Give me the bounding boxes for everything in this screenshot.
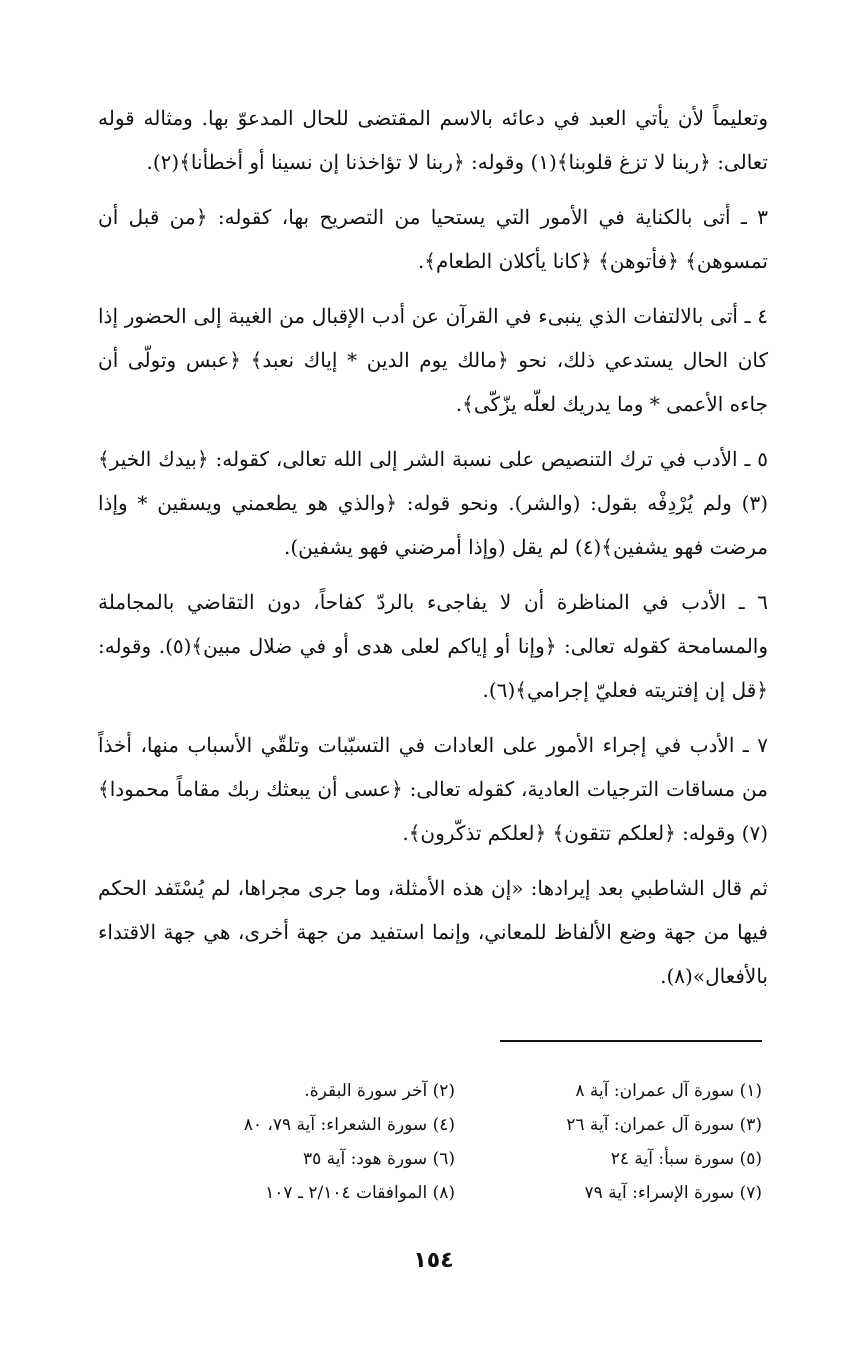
footnote-1: (١) سورة آل عمران: آية ٨ — [575, 1081, 762, 1101]
main-text — [98, 96, 768, 1009]
page-number: ١٥٤ — [413, 1248, 454, 1273]
paragraph-6: ٧ ـ الأدب في إجراء الأمور على العادات في التسبّبات وتلقّي الأسباب منها، أخذاً من مساقات الترجيات العادية، كقوله تعالى: ﴿عسى أن يبعثك ربك مقاماً محمودا﴾(٧) وقوله: ﴿لعلكم تتقون﴾ ﴿لعلكم تذكّرون﴾. — [98, 733, 768, 845]
footnote-4: (٤) سورة الشعراء: آية ٧٩، ٨٠ — [243, 1115, 455, 1135]
paragraph-3: ٤ ـ أتى بالالتفات الذي ينبىء في القرآن عن أدب الإقبال من الغيبة إلى الحضور إذا كان الحال يستدعي ذلك، نحو ﴿مالك يوم الدين * إياك نعبد﴾ ﴿عبس وتولّى أن جاءه الأعمى * وما يدريك لعلّه يزّكّى﴾. — [98, 304, 768, 416]
paragraph-1: وتعليماً لأن يأتي العبد في دعائه بالاسم المقتضى للحال المدعوّ بها. ومثاله قوله تعالى: ﴿ربنا لا تزغ قلوبنا﴾(١) وقوله: ﴿ربنا لا تؤاخذنا إن نسينا أو أخطأنا﴾(٢). — [98, 106, 768, 174]
paragraph-7: ثم قال الشاطبي بعد إيرادها: «إن هذه الأمثلة، وما جرى مجراها، لم يُسْتَفد الحكم فيها من جهة وضع الألفاظ للمعاني، وإنما استفيد من جهة أخرى، هي جهة الاقتداء بالأفعال»(٨). — [98, 876, 768, 988]
paragraph-4: ٥ ـ الأدب في ترك التنصيص على نسبة الشر إلى الله تعالى، كقوله: ﴿بيدك الخير﴾(٣) ولم يُرْدِفْه بقول: (والشر). ونحو قوله: ﴿والذي هو يطعمني ويسقين * وإذا مرضت فهو يشفين﴾(٤) لم يقل (وإذا أمرضني فهو يشفين). — [98, 447, 768, 559]
footnote-5: (٥) سورة سبأ: آية ٢٤ — [610, 1149, 762, 1169]
paragraph-2: ٣ ـ أتى بالكناية في الأمور التي يستحيا من التصريح بها، كقوله: ﴿من قبل أن تمسوهن﴾ ﴿فأتوهن﴾ ﴿كانا يأكلان الطعام﴾. — [98, 205, 768, 273]
paragraph-5: ٦ ـ الأدب في المناظرة أن لا يفاجىء بالردّ كفاحاً، دون التقاضي بالمجاملة والمسامحة كقوله تعالى: ﴿وإنا أو إياكم لعلى هدى أو في ضلال مبين﴾(٥). وقوله: ﴿قل إن إفتريته فعليّ إجرامي﴾(٦). — [98, 590, 768, 702]
footnote-divider — [500, 1040, 762, 1042]
footnote-8: (٨) الموافقات ٢/١٠٤ ـ ١٠٧ — [265, 1183, 455, 1203]
footnote-7: (٧) سورة الإسراء: آية ٧٩ — [584, 1183, 762, 1203]
footnote-6: (٦) سورة هود: آية ٣٥ — [302, 1149, 455, 1169]
footnote-3: (٣) سورة آل عمران: آية ٢٦ — [566, 1115, 762, 1135]
footnote-2: (٢) آخر سورة البقرة. — [304, 1081, 455, 1101]
footnotes — [150, 1074, 762, 1210]
